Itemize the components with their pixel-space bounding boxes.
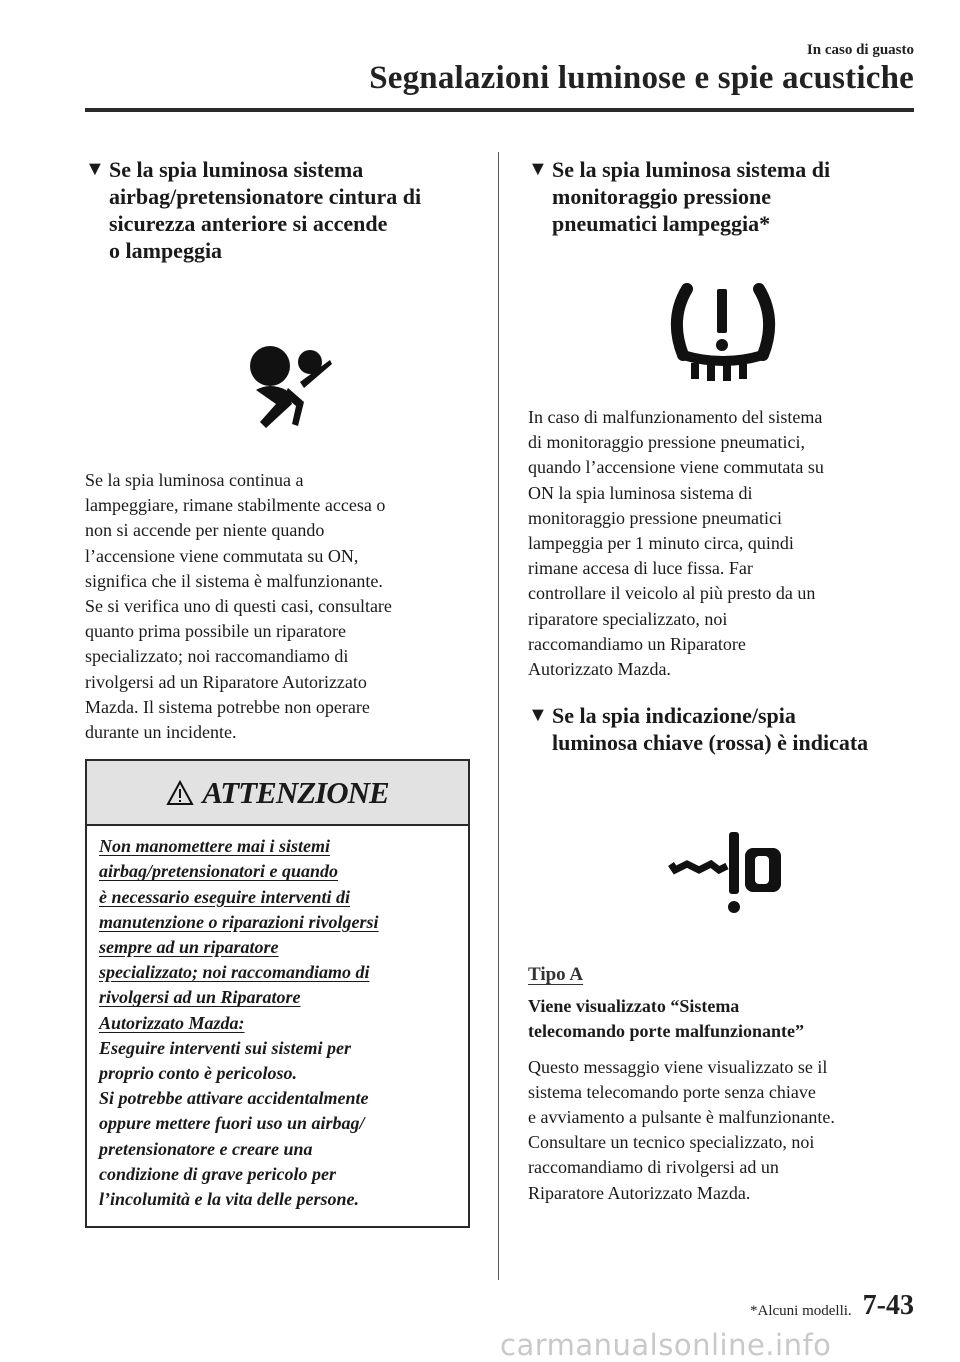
- airbag-warning-icon: [242, 344, 334, 432]
- title-line: monitoraggio pressione: [552, 184, 771, 209]
- title-line: airbag/pretensionatore cintura di: [109, 184, 422, 209]
- airbag-icon-wrap: [105, 344, 470, 432]
- warning-body: [87, 826, 468, 1226]
- footer-note: *Alcuni modelli.: [750, 1303, 852, 1319]
- triangle-down-icon: ▼: [528, 158, 548, 180]
- warning-triangle-icon: [166, 780, 194, 806]
- key-warning-icon: [667, 830, 785, 916]
- chapter-label: In caso di guasto: [806, 42, 914, 58]
- title-line: luminosa chiave (rossa) è indicata: [552, 730, 869, 756]
- left-column: [85, 156, 470, 1228]
- title-line: pneumatici lampeggia*: [552, 211, 771, 236]
- key-icon-wrap: [534, 830, 918, 916]
- page-title: Segnalazioni luminose e spie acustiche: [369, 60, 914, 96]
- key-body: Questo messaggio viene visualizzato se il sistema telecomando porte senza chiave e avviamento a pulsante è malfunzionante. Consultare un tecnico specializzato, noi raccomandiamo di rivolgersi ad un Riparatore Autorizzato Mazda.: [528, 1056, 835, 1203]
- key-section-title: [528, 702, 918, 756]
- watermark: carmanualsonline.info: [500, 1328, 832, 1362]
- tpms-body: In caso di malfunzionamento del sistema di monitoraggio pressione pneumatici, quando l’accensione viene commutata su ON la spia luminosa sistema di monitoraggio pressione pneumatici lampeggia per 1 minuto circa, quindi rimane accesa di luce fissa. Far controllare il veicolo al più presto da un riparatore specializzato, noi raccomandiamo un Riparatore Autorizzato Mazda.: [528, 407, 824, 680]
- warning-header: [87, 761, 468, 826]
- triangle-down-icon: ▼: [528, 704, 548, 727]
- header-rule: [85, 108, 914, 112]
- title-line: Se la spia luminosa sistema: [109, 157, 364, 182]
- message-text: Viene visualizzato “Sistema telecomando porte malfunzionante”: [528, 996, 804, 1042]
- triangle-down-icon: ▼: [85, 158, 105, 180]
- title-line: Se la spia indicazione/spia: [552, 703, 796, 729]
- tpms-section-title: [528, 156, 918, 237]
- right-column: [528, 156, 918, 1206]
- title-line: Se la spia luminosa sistema di: [552, 157, 831, 182]
- warning-text: Non manomettere mai i sistemi airbag/pretensionatori e quando è necessario eseguire interventi di manutenzione o riparazioni rivolgersi sempre ad un riparatore specializzato; noi raccomandiamo di rivolgersi ad un Riparatore Autorizzato Mazda: Eseguire interventi sui sistemi per proprio conto è pericoloso. Si potrebbe attivare accidentalmente oppure mettere fuori uso un airbag/ pretensionatore e creare una condizione di grave pericolo per l’incolumità e la vita delle persone.: [99, 836, 379, 1210]
- tipo-label: Tipo A: [528, 964, 584, 986]
- airbag-body: Se la spia luminosa continua a lampeggiare, rimane stabilmente accesa o non si accende per niente quando l’accensione viene commutata su ON, significa che il sistema è malfunzionante. Se si verifica uno di questi casi, consultare quanto prima possibile un riparatore specializzato; noi raccomandiamo di rivolgersi ad un Riparatore Autorizzato Mazda. Il sistema potrebbe non operare durante un incidente.: [85, 470, 392, 743]
- airbag-section-title: [85, 156, 470, 264]
- warning-box: [85, 759, 470, 1228]
- tire-pressure-warning-icon: [665, 283, 781, 383]
- warning-heading: ATTENZIONE: [202, 774, 389, 810]
- title-line: o lampeggia: [109, 238, 223, 263]
- title-line: sicurezza anteriore si accende: [109, 211, 388, 236]
- page-number: 7-43: [862, 1290, 914, 1321]
- column-divider: [498, 152, 499, 1280]
- tpms-icon-wrap: [528, 283, 918, 383]
